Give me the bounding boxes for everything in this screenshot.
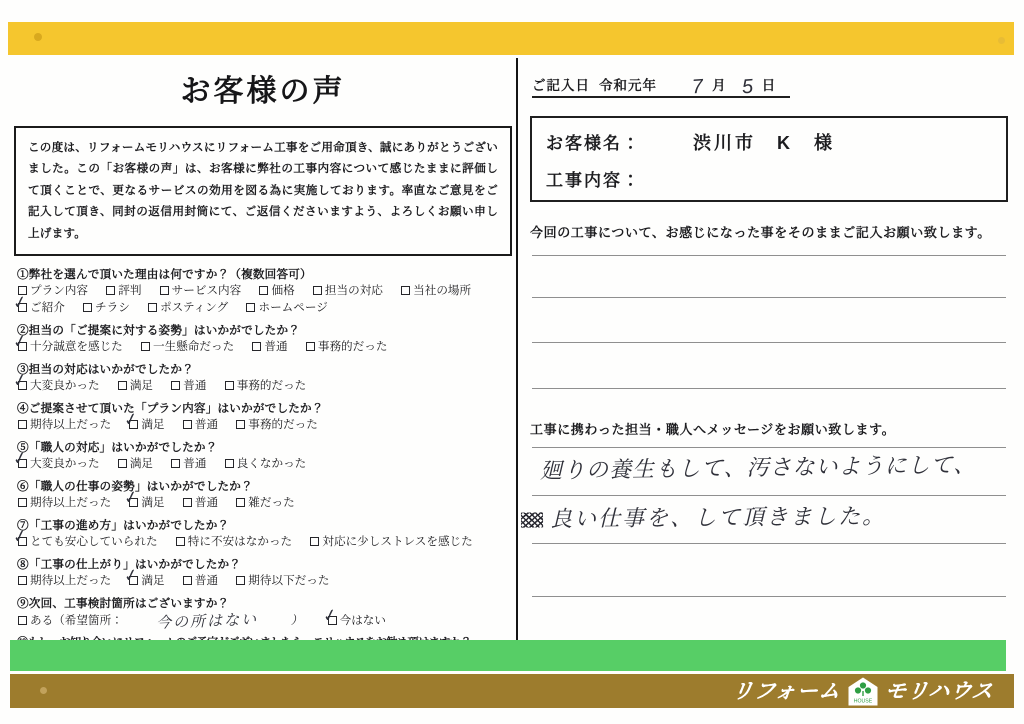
question-number: ⑧ [17,558,29,572]
checkbox-icon [171,459,180,468]
checkbox-option [246,299,327,316]
checkbox-icon [252,342,261,351]
checkbox-option [236,572,329,589]
checkbox-option [236,416,318,433]
question-number: ④ [17,402,29,416]
option-label: 満足 [141,496,165,510]
punch-hole [998,37,1005,44]
option-label: 一生懸命だった [153,340,235,354]
question-text: 担当の「ご提案に対する姿勢」はいかがでしたか？ [28,324,301,338]
option-label: 普通 [194,574,219,588]
option-label: 十分誠意を感じた [30,340,123,354]
question-8 [17,557,512,589]
option-label: ご紹介 [30,301,65,315]
question-text: 次回、工事検討箇所はございますか？ [28,597,230,611]
checkbox-checked-icon [18,459,27,468]
handwritten-message-line-2 [521,499,886,533]
logo-text-morihouse: モリハウス [883,680,996,703]
checkbox-icon [18,420,27,429]
writing-line [532,388,1006,389]
punch-hole [40,687,47,694]
question-text: 弊社を選んで頂いた理由は何ですか？（複数回答可） [28,268,312,282]
checkbox-icon [236,420,245,429]
option-label: 良くなかった [236,457,307,471]
bottom-green-bar [10,640,1006,671]
checkbox-icon [401,286,410,295]
svg-text:HOUSE: HOUSE [854,698,873,705]
option-label: 当社の場所 [413,284,472,298]
checkbox-checked-icon [18,342,27,351]
checkbox-option [171,377,206,394]
checkbox-option [310,533,472,550]
checkbox-option-checked [328,612,386,629]
customer-name-value: 渋川市 K 様 [693,133,835,153]
option-label: 普通 [183,457,207,471]
handwritten-month: 7 [691,75,704,99]
checkbox-option [225,455,307,472]
checkbox-icon [18,498,27,507]
checkbox-option-checked [18,299,65,316]
closing-paren: ） [290,614,303,628]
checkbox-option [18,494,111,511]
checkbox-option [106,282,141,299]
punch-hole [34,33,42,41]
question-number: ③ [17,363,29,377]
checkbox-option [118,455,153,472]
question-number: ① [17,268,29,282]
checkbox-checked-icon [129,576,138,585]
checkbox-icon [18,576,27,585]
checkbox-icon [148,303,157,312]
checkbox-icon [118,459,127,468]
question-6 [17,479,512,511]
writing-line [532,342,1006,343]
checkbox-option [148,299,228,316]
handwritten-message-text: 良い仕事を、して頂きました。 [549,503,887,532]
option-label: とても安心していられた [30,535,158,549]
question-2 [17,323,512,355]
date-label: ご記入日 [532,78,590,93]
checkbox-icon [183,576,192,585]
option-label: 満足 [141,574,165,588]
option-label: 期待以上だった [30,574,112,588]
checkbox-option [160,282,242,299]
checkbox-option [306,338,388,355]
question-9 [17,596,512,632]
checkbox-checked-icon [18,303,27,312]
question-text: 「職人の仕事の姿勢」はいかがでしたか？ [28,480,253,494]
option-label: ある（希望箇所： [30,614,123,628]
questionnaire [14,267,512,668]
checkbox-option-checked [18,533,158,550]
work-content-label: 工事内容： [546,171,641,190]
option-label: 普通 [264,340,288,354]
question-number: ⑤ [17,441,29,455]
option-label: 普通 [194,418,219,432]
question-3 [17,362,512,394]
question-number: ② [17,324,29,338]
option-label: 普通 [194,496,219,510]
checkbox-option [141,338,234,355]
checkbox-option-checked [18,455,100,472]
option-label: 満足 [141,418,165,432]
checkbox-icon [225,381,234,390]
checkbox-icon [225,459,234,468]
checkbox-option [252,338,287,355]
checkbox-option [401,282,471,299]
option-label: チラシ [95,301,130,315]
question-7 [17,518,512,550]
fill-in-date [532,74,790,98]
option-label: 期待以上だった [30,418,112,432]
option-label: 大変良かった [30,379,100,393]
writing-line [532,596,1006,597]
writing-line [532,495,1006,496]
question-text: ご提案させて頂いた「プラン内容」はいかがでしたか？ [28,402,324,416]
question-5 [17,440,512,472]
option-label: 評判 [118,284,142,298]
checkbox-option [171,455,206,472]
option-label: ポスティング [160,301,229,315]
question-number: ⑨ [17,597,29,611]
question-1 [17,267,512,316]
checkbox-option [18,572,111,589]
handwritten-answer: 今の所はない [155,611,259,632]
column-divider-line [516,58,518,662]
checkbox-option [183,494,218,511]
option-label: 満足 [129,379,154,393]
customer-info-box [530,116,1008,202]
option-label: サービス内容 [171,284,242,298]
checkbox-icon [18,616,27,625]
question-4 [17,401,512,433]
handwritten-message-line-1: 廻りの養生もして、汚さないようにして、 [539,451,977,484]
impressions-heading: 今回の工事について、お感じになった事をそのままご記入お願い致します。 [530,225,991,240]
checkbox-icon [246,303,255,312]
question-number: ⑥ [17,480,29,494]
option-label: ホームページ [258,301,328,315]
checkbox-option [236,494,294,511]
day-suffix: 日 [761,78,777,93]
writing-line [532,543,1006,544]
option-label: 担当の対応 [324,284,383,298]
house-icon [848,677,878,706]
checkbox-icon [306,342,315,351]
checkbox-icon [118,381,127,390]
checkbox-icon [313,286,322,295]
checkbox-option [18,612,123,629]
checkbox-option [83,299,130,316]
checkbox-option [118,377,153,394]
option-label: 特に不安はなかった [187,535,293,549]
checkbox-option [18,282,88,299]
checkbox-option [183,572,218,589]
customer-name-label: お客様名： [546,134,641,153]
intro-text: この度は、リフォームモリハウスにリフォーム工事をご用命頂き、誠にありがとうございました。この「お客様の声」は、お客様に弊社の工事内容について感じたままに評価して頂くことで、更なるサービスの効用を図る為に実施しております。率直なご意見をご記入して頂き、同封の返信用封筒にて、ご返信くださいますよう、よろしくお願い申し上げます。 [14,126,512,256]
checkbox-option-checked [129,494,164,511]
checkbox-checked-icon [18,537,27,546]
question-number: ⑦ [17,519,29,533]
checkbox-icon [106,286,115,295]
logo-text-reform: リフォーム [730,680,843,703]
checkbox-icon [183,420,192,429]
checkbox-icon [141,342,150,351]
option-label: 今はない [339,614,386,628]
option-label: プラン内容 [30,284,88,298]
option-label: 価格 [271,284,295,298]
checkbox-checked-icon [18,381,27,390]
option-label: 満足 [129,457,154,471]
checkbox-checked-icon [129,420,138,429]
option-label: 普通 [183,379,207,393]
checkbox-option-checked [129,416,164,433]
company-logo [732,677,994,706]
checkbox-icon [236,576,245,585]
question-text: 担当の対応はいかがでしたか？ [28,363,194,377]
option-label: 事務的だった [236,379,307,393]
checkbox-icon [160,286,169,295]
checkbox-option [313,282,383,299]
checkbox-option-checked [129,572,164,589]
handwritten-day: 5 [740,75,754,99]
question-text: 「職人の対応」はいかがでしたか？ [28,441,218,455]
message-heading: 工事に携わった担当・職人へメッセージをお願い致します。 [530,422,896,437]
checkbox-icon [171,381,180,390]
date-era: 令和元年 [599,78,657,93]
option-label: 対応に少しストレスを感じた [322,535,473,549]
top-accent-bar [8,22,1014,55]
question-text: 「工事の仕上がり」はいかがでしたか？ [28,558,242,572]
month-suffix: 月 [712,78,727,93]
scribble-correction [521,512,543,527]
checkbox-icon [259,286,268,295]
option-label: 雑だった [248,496,295,510]
checkbox-option-checked [18,377,100,394]
checkbox-option [183,416,218,433]
writing-line [532,255,1006,256]
option-label: 事務的だった [317,340,388,354]
question-text: 「工事の進め方」はいかがでしたか？ [28,519,230,533]
checkbox-option [225,377,307,394]
checkbox-icon [183,498,192,507]
option-label: 事務的だった [248,418,318,432]
writing-line [532,297,1006,298]
checkbox-checked-icon [129,498,138,507]
questionnaire-column [14,60,512,675]
checkbox-icon [176,537,185,546]
checkbox-icon [310,537,319,546]
checkbox-option [259,282,294,299]
checkbox-icon [83,303,92,312]
page-title: お客様の声 [180,75,346,108]
checkbox-option-checked [18,338,123,355]
checkbox-icon [236,498,245,507]
option-label: 大変良かった [30,457,100,471]
checkbox-option [176,533,292,550]
checkbox-option [18,416,111,433]
checkbox-checked-icon [328,616,337,625]
option-label: 期待以下だった [248,574,330,588]
option-label: 期待以上だった [30,496,112,510]
